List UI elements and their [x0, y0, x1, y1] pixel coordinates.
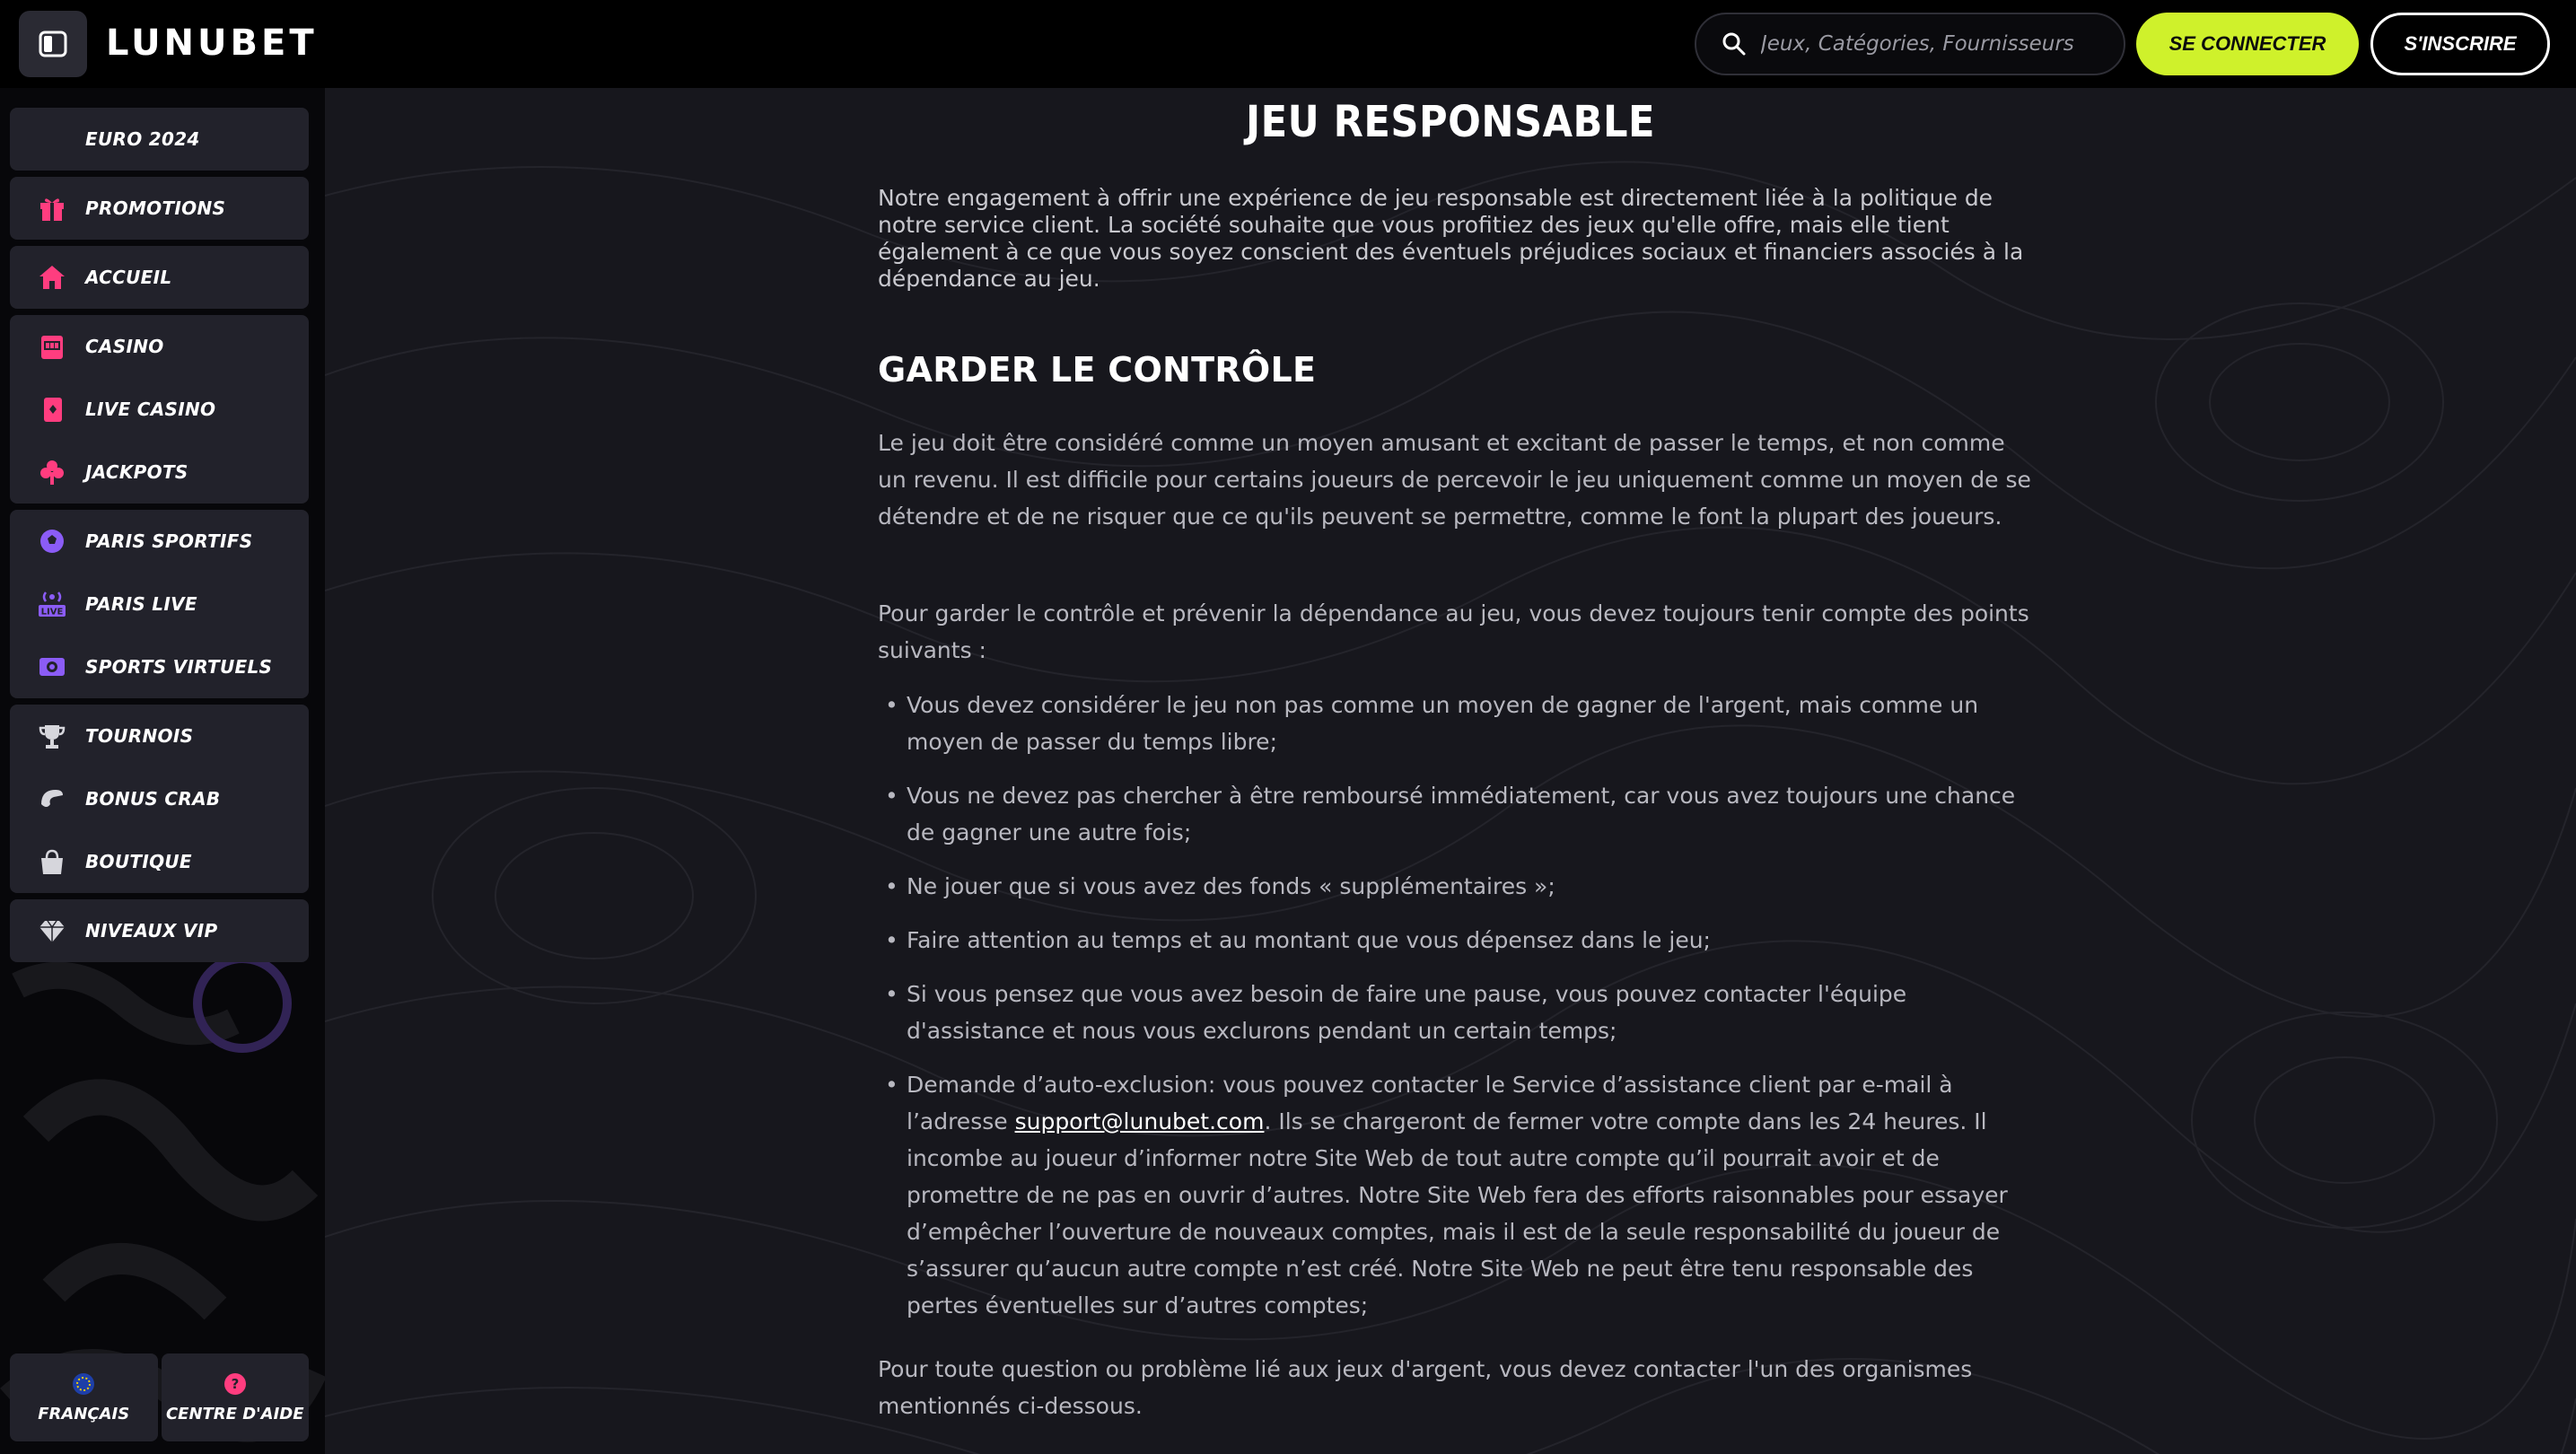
search-icon	[1722, 31, 1747, 57]
svg-text:?: ?	[231, 1375, 240, 1392]
home-icon	[37, 262, 67, 293]
logo-text: LUNUBET	[106, 22, 318, 64]
help-icon	[223, 1372, 247, 1396]
sidebar-item-bonus-crab[interactable]: BONUS CRAB	[10, 767, 309, 830]
list-item: • Si vous pensez que vous avez besoin de faire une pause, vous pouvez contacter l'équipe d'assistance et nous vous exclurons pendant un certain temps;	[878, 976, 2031, 1049]
trophy-icon	[37, 721, 67, 751]
clover-icon	[37, 457, 67, 487]
sidebar-item-accueil[interactable]: ACCUEIL	[10, 246, 309, 309]
diamond-icon	[37, 915, 67, 946]
main-content	[325, 88, 2576, 1454]
help-center-button[interactable]: ? CENTRE D'AIDE	[162, 1353, 310, 1441]
crab-claw-icon	[37, 784, 67, 814]
list-item: • Vous devez considérer le jeu non pas comme un moyen de gagner de l'argent, mais comme un moyen de passer du temps libre;	[878, 687, 2031, 760]
eu-flag-icon	[72, 1372, 95, 1396]
signup-button[interactable]: S'INSCRIRE	[2370, 13, 2550, 75]
sidebar-item-live-casino[interactable]: LIVE CASINO	[10, 378, 309, 441]
self-exclusion-text-start: Demande d’auto-exclusion: vous pouvez contacter le Service d’assistance client par e-mail à l’adresse	[907, 1072, 1953, 1134]
sidebar-item-promotions[interactable]: PROMOTIONS	[10, 177, 309, 240]
live-broadcast-icon	[37, 589, 67, 619]
search-box[interactable]	[1695, 13, 2125, 75]
bullet-list	[878, 687, 2031, 1341]
sidebar-toggle-button[interactable]	[19, 11, 87, 77]
nav-group-casino	[10, 315, 309, 504]
top-header	[0, 0, 2576, 88]
paragraph-1: Le jeu doit être considéré comme un moyen amusant et excitant de passer le temps, et non comme un revenu. Il est difficile pour certains joueurs de percevoir le jeu uniquement comme un moyen de se détendre et de ne risquer que ce qu'ils peuvent se permettre, comme le font la plupart des joueurs.	[878, 430, 2031, 530]
live-badge-text: LIVE	[40, 607, 64, 618]
football-icon	[37, 526, 67, 556]
nav-group-home	[10, 246, 309, 309]
sidebar-item-paris-sportifs[interactable]: PARIS SPORTIFS	[10, 510, 309, 573]
list-item	[878, 1066, 2031, 1324]
gift-icon	[37, 193, 67, 223]
list-item: • Faire attention au temps et au montant que vous dépensez dans le jeu;	[878, 922, 2031, 959]
page-title: JEU RESPONSABLE	[1246, 97, 1655, 147]
paragraph-2: Pour garder le contrôle et prévenir la dépendance au jeu, vous devez toujours tenir compte des points suivants :	[878, 600, 2029, 663]
sidebar-item-boutique[interactable]: BOUTIQUE	[10, 830, 309, 893]
sidebar-item-niveaux-vip[interactable]: NIVEAUX VIP	[10, 899, 309, 962]
euro-icon	[37, 124, 67, 154]
nav-group-sports	[10, 510, 309, 698]
virtual-sports-icon	[37, 652, 67, 682]
search-input[interactable]	[1761, 32, 2102, 56]
nav-group-promotions	[10, 177, 309, 240]
sidebar-panel-icon	[38, 29, 68, 59]
sidebar	[0, 88, 325, 1454]
list-item: • Vous ne devez pas chercher à être remboursé immédiatement, car vous avez toujours une chance de gagner une autre fois;	[878, 777, 2031, 851]
sidebar-item-paris-live[interactable]: LIVE PARIS LIVE	[10, 573, 309, 635]
nav-group-euro	[10, 108, 309, 171]
self-exclusion-text-end: . Ils se chargeront de fermer votre compte dans les 24 heures. Il incombe au joueur d’informer notre Site Web de tout autre compte qu’il pourrait avoir et de promettre de ne pas en ouvrir d’autres. Notre Site Web fera des efforts raisonnables pour essayer d’empêcher l’ouverture de nouveaux comptes, mais il est de la seule responsabilité du joueur de s’assurer qu’aucun autre compte n’est créé. Notre Site Web ne peut être tenu responsable des pertes éventuelles sur d’autres comptes;	[907, 1108, 2008, 1318]
shopping-bag-icon	[37, 846, 67, 877]
sidebar-bottom-bar	[10, 1353, 309, 1441]
slot-machine-icon	[37, 331, 67, 362]
sidebar-item-sports-virtuels[interactable]: SPORTS VIRTUELS	[10, 635, 309, 698]
sidebar-item-tournois[interactable]: TOURNOIS	[10, 705, 309, 767]
nav-group-vip	[10, 899, 309, 962]
lunubet-logo[interactable]	[106, 18, 318, 68]
section-title: GARDER LE CONTRÔLE	[878, 350, 1317, 390]
intro-paragraph: Notre engagement à offrir une expérience de jeu responsable est directement liée à la politique de notre service client. La société souhaite que vous profitiez des jeux qu'elle offre, mais elle tient également à ce que vous soyez conscient des éventuels préjudices sociaux et financiers associés à la dépendance au jeu.	[878, 185, 2024, 292]
nav-group-extras	[10, 705, 309, 893]
paragraph-3: Pour toute question ou problème lié aux jeux d'argent, vous devez contacter l'un des organismes mentionnés ci-dessous.	[878, 1356, 1973, 1419]
support-email-link[interactable]: support@lunubet.com	[1014, 1108, 1265, 1134]
sidebar-item-jackpots[interactable]: JACKPOTS	[10, 441, 309, 504]
sidebar-item-euro[interactable]: EURO 2024	[10, 108, 309, 171]
sidebar-item-casino[interactable]: CASINO	[10, 315, 309, 378]
list-item: • Ne jouer que si vous avez des fonds « supplémentaires »;	[878, 868, 2031, 905]
login-button[interactable]: SE CONNECTER	[2136, 13, 2359, 75]
language-selector[interactable]: FRANÇAIS	[10, 1353, 158, 1441]
playing-card-icon	[37, 394, 67, 425]
